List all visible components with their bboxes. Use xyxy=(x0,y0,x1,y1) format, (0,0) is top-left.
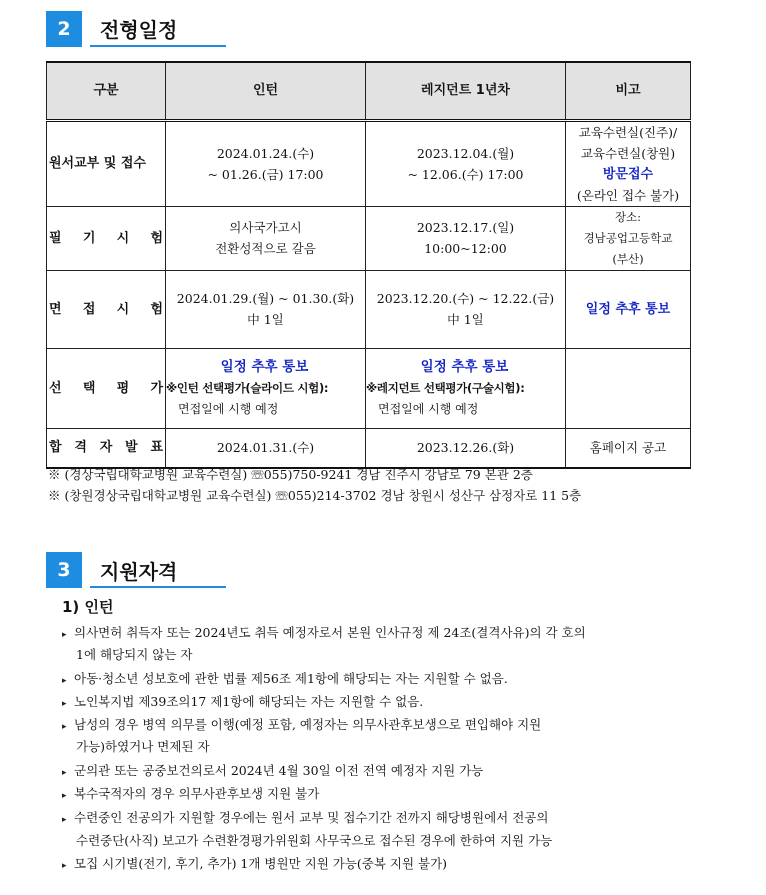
label-char: 평 xyxy=(116,380,130,396)
cell-line: 의사국가고시 xyxy=(229,220,302,235)
list-item-continuation: 1에 해당되지 않는 자 xyxy=(76,647,193,662)
header-category: 구분 xyxy=(47,62,166,120)
row-label-application: 원서교부 및 접수 xyxy=(47,120,166,206)
table-row-announcement xyxy=(47,428,691,468)
label-char: 격 xyxy=(74,440,87,456)
resident-selective-eval-note: ※레지던트 선택평가(구술시험): xyxy=(366,380,525,395)
cell-line: 장소: xyxy=(614,209,642,224)
list-item-text: 노인복지법 제39조의17 제1항에 해당되는 자는 지원할 수 없음. xyxy=(74,694,424,709)
list-item-text: 수련중인 전공의가 지원할 경우에는 원서 교부 및 접수기간 전까지 해당병원에서 전공의 xyxy=(74,810,549,825)
bullet-arrow-icon: ▸ xyxy=(62,699,67,709)
cell-line: (부산) xyxy=(612,251,644,266)
footnote-jinju: ※ (경상국립대학교병원 교육수련실) ☏055)750-9241 경남 진주시 강남로 79 본관 2층 xyxy=(48,467,533,482)
list-item-continuation: 가능)하였거나 면제된 자 xyxy=(76,739,210,754)
label-char: 선 xyxy=(49,380,62,396)
cell-line: 2024.01.29.(월) ~ 01.30.(화) xyxy=(176,291,355,306)
cell-line: 2024.01.24.(수) xyxy=(216,145,315,161)
label-char: 기 xyxy=(82,230,96,246)
table-row-selective-eval xyxy=(47,348,691,428)
label-char: 표 xyxy=(150,440,163,456)
cell-line: 2023.12.04.(월) xyxy=(416,145,515,161)
row-label-spread xyxy=(49,228,163,249)
list-item-text: 모집 시기별(전기, 후기, 추가) 1개 병원만 지원 가능(중복 지원 불가) xyxy=(74,856,448,871)
header-intern: 인턴 xyxy=(166,62,366,120)
cell-line: (온라인 접수 불가) xyxy=(576,187,680,203)
cell-line: 2023.12.20.(수) ~ 12.22.(금) xyxy=(376,291,555,306)
cell-line: 전환성적으로 갈음 xyxy=(215,241,316,256)
schedule-tbd-highlight: 일정 추후 통보 xyxy=(585,301,671,317)
list-item xyxy=(62,784,319,802)
list-item-text: 아동·청소년 성보호에 관한 법률 제56조 제1항에 해당되는 자는 지원할 수 없음. xyxy=(74,671,508,686)
row-label-spread xyxy=(49,378,163,399)
announcement-resident-cell: 2023.12.26.(화) xyxy=(366,428,566,468)
bullet-arrow-icon: ▸ xyxy=(62,722,67,732)
list-item xyxy=(62,808,548,826)
cell-line: 교육수련실(창원) xyxy=(580,145,676,161)
row-label-announcement xyxy=(47,428,166,468)
list-item-text: 군의관 또는 공중보건의로서 2024년 4월 30일 이전 전역 예정자 지원 가능 xyxy=(74,763,484,778)
list-item-continuation: 수련중단(사직) 보고가 수련환경평가위원회 사무국으로 접수된 경우에 한하여 지원 가능 xyxy=(76,833,553,848)
written-resident-cell xyxy=(366,206,566,270)
table-row-written-exam xyxy=(47,206,691,270)
row-label-spread xyxy=(49,437,163,458)
intern-selective-eval-note: ※인턴 선택평가(슬라이드 시험): xyxy=(166,380,329,395)
label-char: 험 xyxy=(150,301,163,317)
cell-line: 10:00~12:00 xyxy=(424,241,507,256)
row-label-spread xyxy=(49,299,163,320)
section-3-underline xyxy=(90,586,226,588)
label-char: 자 xyxy=(99,440,113,456)
label-char: 험 xyxy=(150,230,163,246)
list-item xyxy=(62,761,483,779)
label-char: 필 xyxy=(49,230,62,246)
schedule-tbd-highlight: 일정 추후 통보 xyxy=(220,358,309,375)
list-item xyxy=(62,692,423,710)
interview-note-cell xyxy=(566,270,691,348)
section-2-underline xyxy=(90,45,226,47)
written-intern-cell xyxy=(166,206,366,270)
list-item xyxy=(62,854,447,872)
selective-intern-cell xyxy=(166,348,366,428)
label-char: 가 xyxy=(150,380,163,396)
application-note-cell xyxy=(566,120,691,206)
bullet-arrow-icon: ▸ xyxy=(62,815,67,825)
section-3-number-badge: 3 xyxy=(46,552,82,588)
cell-line: 中 1일 xyxy=(447,312,484,327)
interview-resident-cell xyxy=(366,270,566,348)
bullet-arrow-icon: ▸ xyxy=(62,630,67,640)
announcement-note-cell: 홈페이지 공고 xyxy=(566,428,691,468)
label-char: 합 xyxy=(49,440,62,456)
label-char: 택 xyxy=(82,380,96,396)
label-char: 발 xyxy=(125,440,138,456)
selective-note-cell xyxy=(566,348,691,428)
label-char: 시 xyxy=(116,230,130,246)
cell-line: 경남공업고등학교 xyxy=(583,230,673,245)
row-label-selective-eval xyxy=(47,348,166,428)
list-item-text: 의사면허 취득자 또는 2024년도 취득 예정자로서 본원 인사규정 제 24조(결격사유)의 각 호의 xyxy=(74,625,586,640)
table-row-interview xyxy=(47,270,691,348)
application-intern-cell xyxy=(166,120,366,206)
visit-application-highlight: 방문접수 xyxy=(602,166,654,182)
cell-line: 면접일에 시행 예정 xyxy=(378,401,479,416)
row-label-interview xyxy=(47,270,166,348)
cell-line: ~ 01.26.(금) 17:00 xyxy=(207,166,324,182)
label-char: 시 xyxy=(116,301,130,317)
announcement-intern-cell: 2024.01.31.(수) xyxy=(166,428,366,468)
schedule-tbd-highlight: 일정 추후 통보 xyxy=(420,358,509,375)
interview-intern-cell xyxy=(166,270,366,348)
subsection-intern-title: 1) 인턴 xyxy=(62,598,114,616)
footnote-changwon: ※ (창원경상국립대학교병원 교육수련실) ☏055)214-3702 경남 창원시 성산구 삼정자로 11 5층 xyxy=(48,488,582,503)
table-header-row xyxy=(47,62,691,120)
section-2-number-badge: 2 xyxy=(46,11,82,47)
schedule-table xyxy=(46,61,691,469)
bullet-arrow-icon: ▸ xyxy=(62,861,67,871)
application-resident-cell xyxy=(366,120,566,206)
header-resident: 레지던트 1년차 xyxy=(366,62,566,120)
section-2-title: 전형일정 xyxy=(100,18,178,42)
label-char: 면 xyxy=(49,301,62,317)
selective-resident-cell xyxy=(366,348,566,428)
list-item-text: 남성의 경우 병역 의무를 이행(예정 포함, 예정자는 의무사관후보생으로 편입해야 지원 xyxy=(74,717,542,732)
written-note-cell xyxy=(566,206,691,270)
list-item xyxy=(62,669,508,687)
cell-line: 中 1일 xyxy=(247,312,284,327)
list-item xyxy=(62,623,586,641)
bullet-arrow-icon: ▸ xyxy=(62,676,67,686)
cell-line: ~ 12.06.(수) 17:00 xyxy=(407,166,524,182)
cell-line: 2023.12.17.(일) xyxy=(416,220,515,235)
cell-line: 교육수련실(진주)/ xyxy=(578,124,678,140)
list-item-text: 복수국적자의 경우 의무사관후보생 지원 불가 xyxy=(74,786,320,801)
label-char: 접 xyxy=(82,301,96,317)
row-label-written-exam xyxy=(47,206,166,270)
list-item xyxy=(62,715,541,733)
bullet-arrow-icon: ▸ xyxy=(62,791,67,801)
section-3-title: 지원자격 xyxy=(100,560,178,584)
table-row-application xyxy=(47,120,691,206)
bullet-arrow-icon: ▸ xyxy=(62,768,67,778)
header-note: 비고 xyxy=(566,62,691,120)
cell-line: 면접일에 시행 예정 xyxy=(178,401,279,416)
